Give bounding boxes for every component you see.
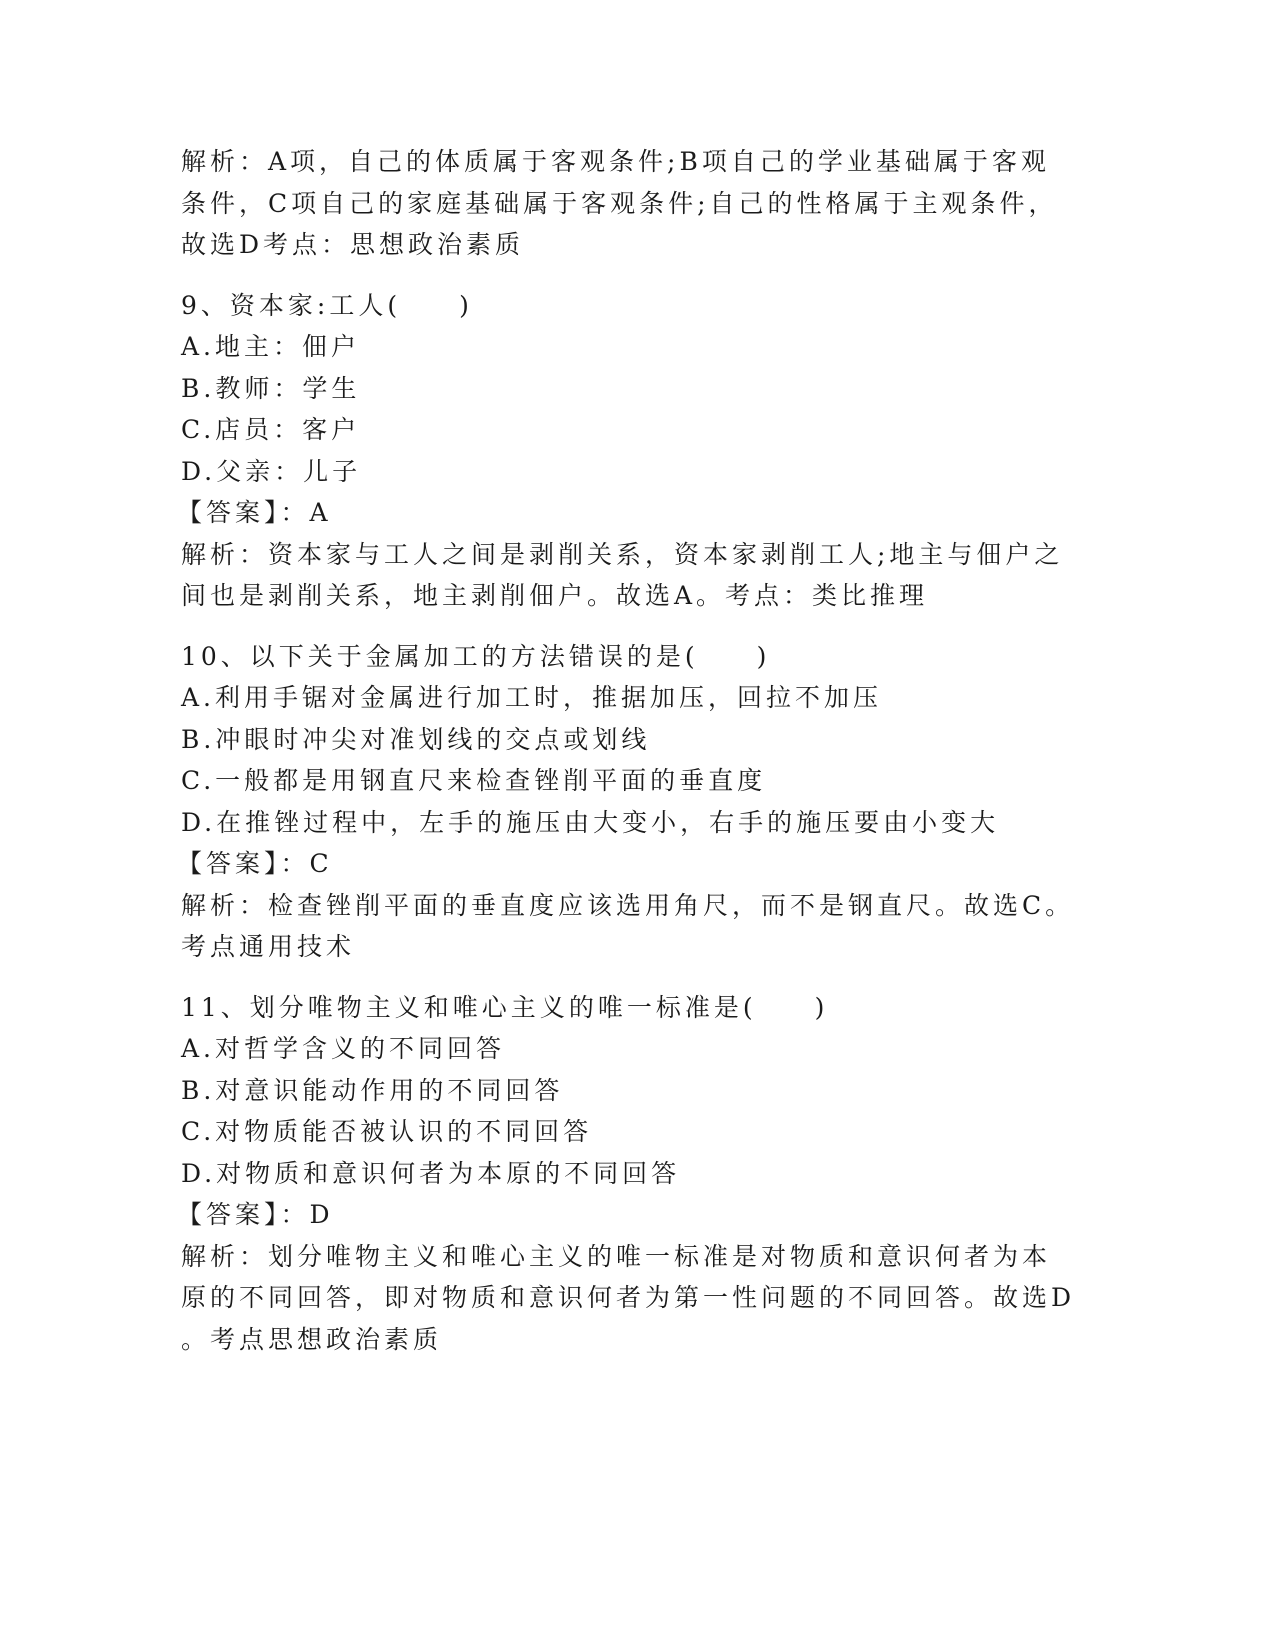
option-c: C.对物质能否被认识的不同回答 [181, 1117, 593, 1146]
question-stem: 11、划分唯物主义和唯心主义的唯一标准是( ) [181, 992, 829, 1022]
explanation-line: 。考点思想政治素质 [181, 1324, 443, 1354]
explanation-line: 原的不同回答，即对物质和意识何者为第一性问题的不同回答。故选D [181, 1283, 1076, 1312]
explanation-line: 间也是剥削关系，地主剥削佃户。故选A。考点：类比推理 [181, 581, 929, 610]
option-c: C.一般都是用钢直尺来检查锉削平面的垂直度 [181, 766, 767, 795]
option-b: B.冲眼时冲尖对准划线的交点或划线 [181, 724, 651, 754]
explanation-line: 解析：A项，自己的体质属于客观条件;B项自己的学业基础属于客观 [181, 147, 1050, 176]
explanation-line: 考点通用技术 [181, 932, 356, 961]
intro-explanation [181, 141, 1058, 266]
option-a: A.地主：佃户 [181, 332, 361, 361]
answer-label: 【答案】：C [177, 849, 333, 878]
explanation-line: 条件，C项自己的家庭基础属于客观条件;自己的性格属于主观条件， [181, 188, 1058, 218]
explanation-line: 解析：资本家与工人之间是剥削关系，资本家剥削工人;地主与佃户之 [181, 539, 1064, 569]
explanation-line: 故选D考点：思想政治素质 [181, 230, 525, 259]
question-10 [177, 636, 1075, 968]
question-stem: 9、资本家:工人( ) [181, 290, 473, 320]
explanation-line: 解析：检查锉削平面的垂直度应该选用角尺，而不是钢直尺。故选C。 [181, 890, 1075, 920]
option-c: C.店员：客户 [181, 415, 361, 444]
option-d: D.父亲：儿子 [181, 456, 362, 486]
question-stem: 10、以下关于金属加工的方法错误的是( ) [181, 641, 771, 671]
option-a: A.利用手锯对金属进行加工时，推据加压，回拉不加压 [181, 683, 883, 712]
option-d: D.对物质和意识何者为本原的不同回答 [181, 1158, 681, 1188]
option-a: A.对哲学含义的不同回答 [181, 1034, 506, 1063]
option-d: D.在推锉过程中，左手的施压由大变小，右手的施压要由小变大 [181, 807, 1000, 837]
option-b: B.对意识能动作用的不同回答 [181, 1075, 564, 1105]
option-b: B.教师：学生 [181, 373, 361, 403]
question-9 [177, 285, 1064, 617]
explanation-line: 解析：划分唯物主义和唯心主义的唯一标准是对物质和意识何者为本 [181, 1241, 1052, 1271]
answer-label: 【答案】：D [177, 1200, 334, 1229]
document-page [177, 141, 1076, 1360]
answer-label: 【答案】：A [177, 498, 332, 527]
question-11 [177, 987, 1076, 1361]
